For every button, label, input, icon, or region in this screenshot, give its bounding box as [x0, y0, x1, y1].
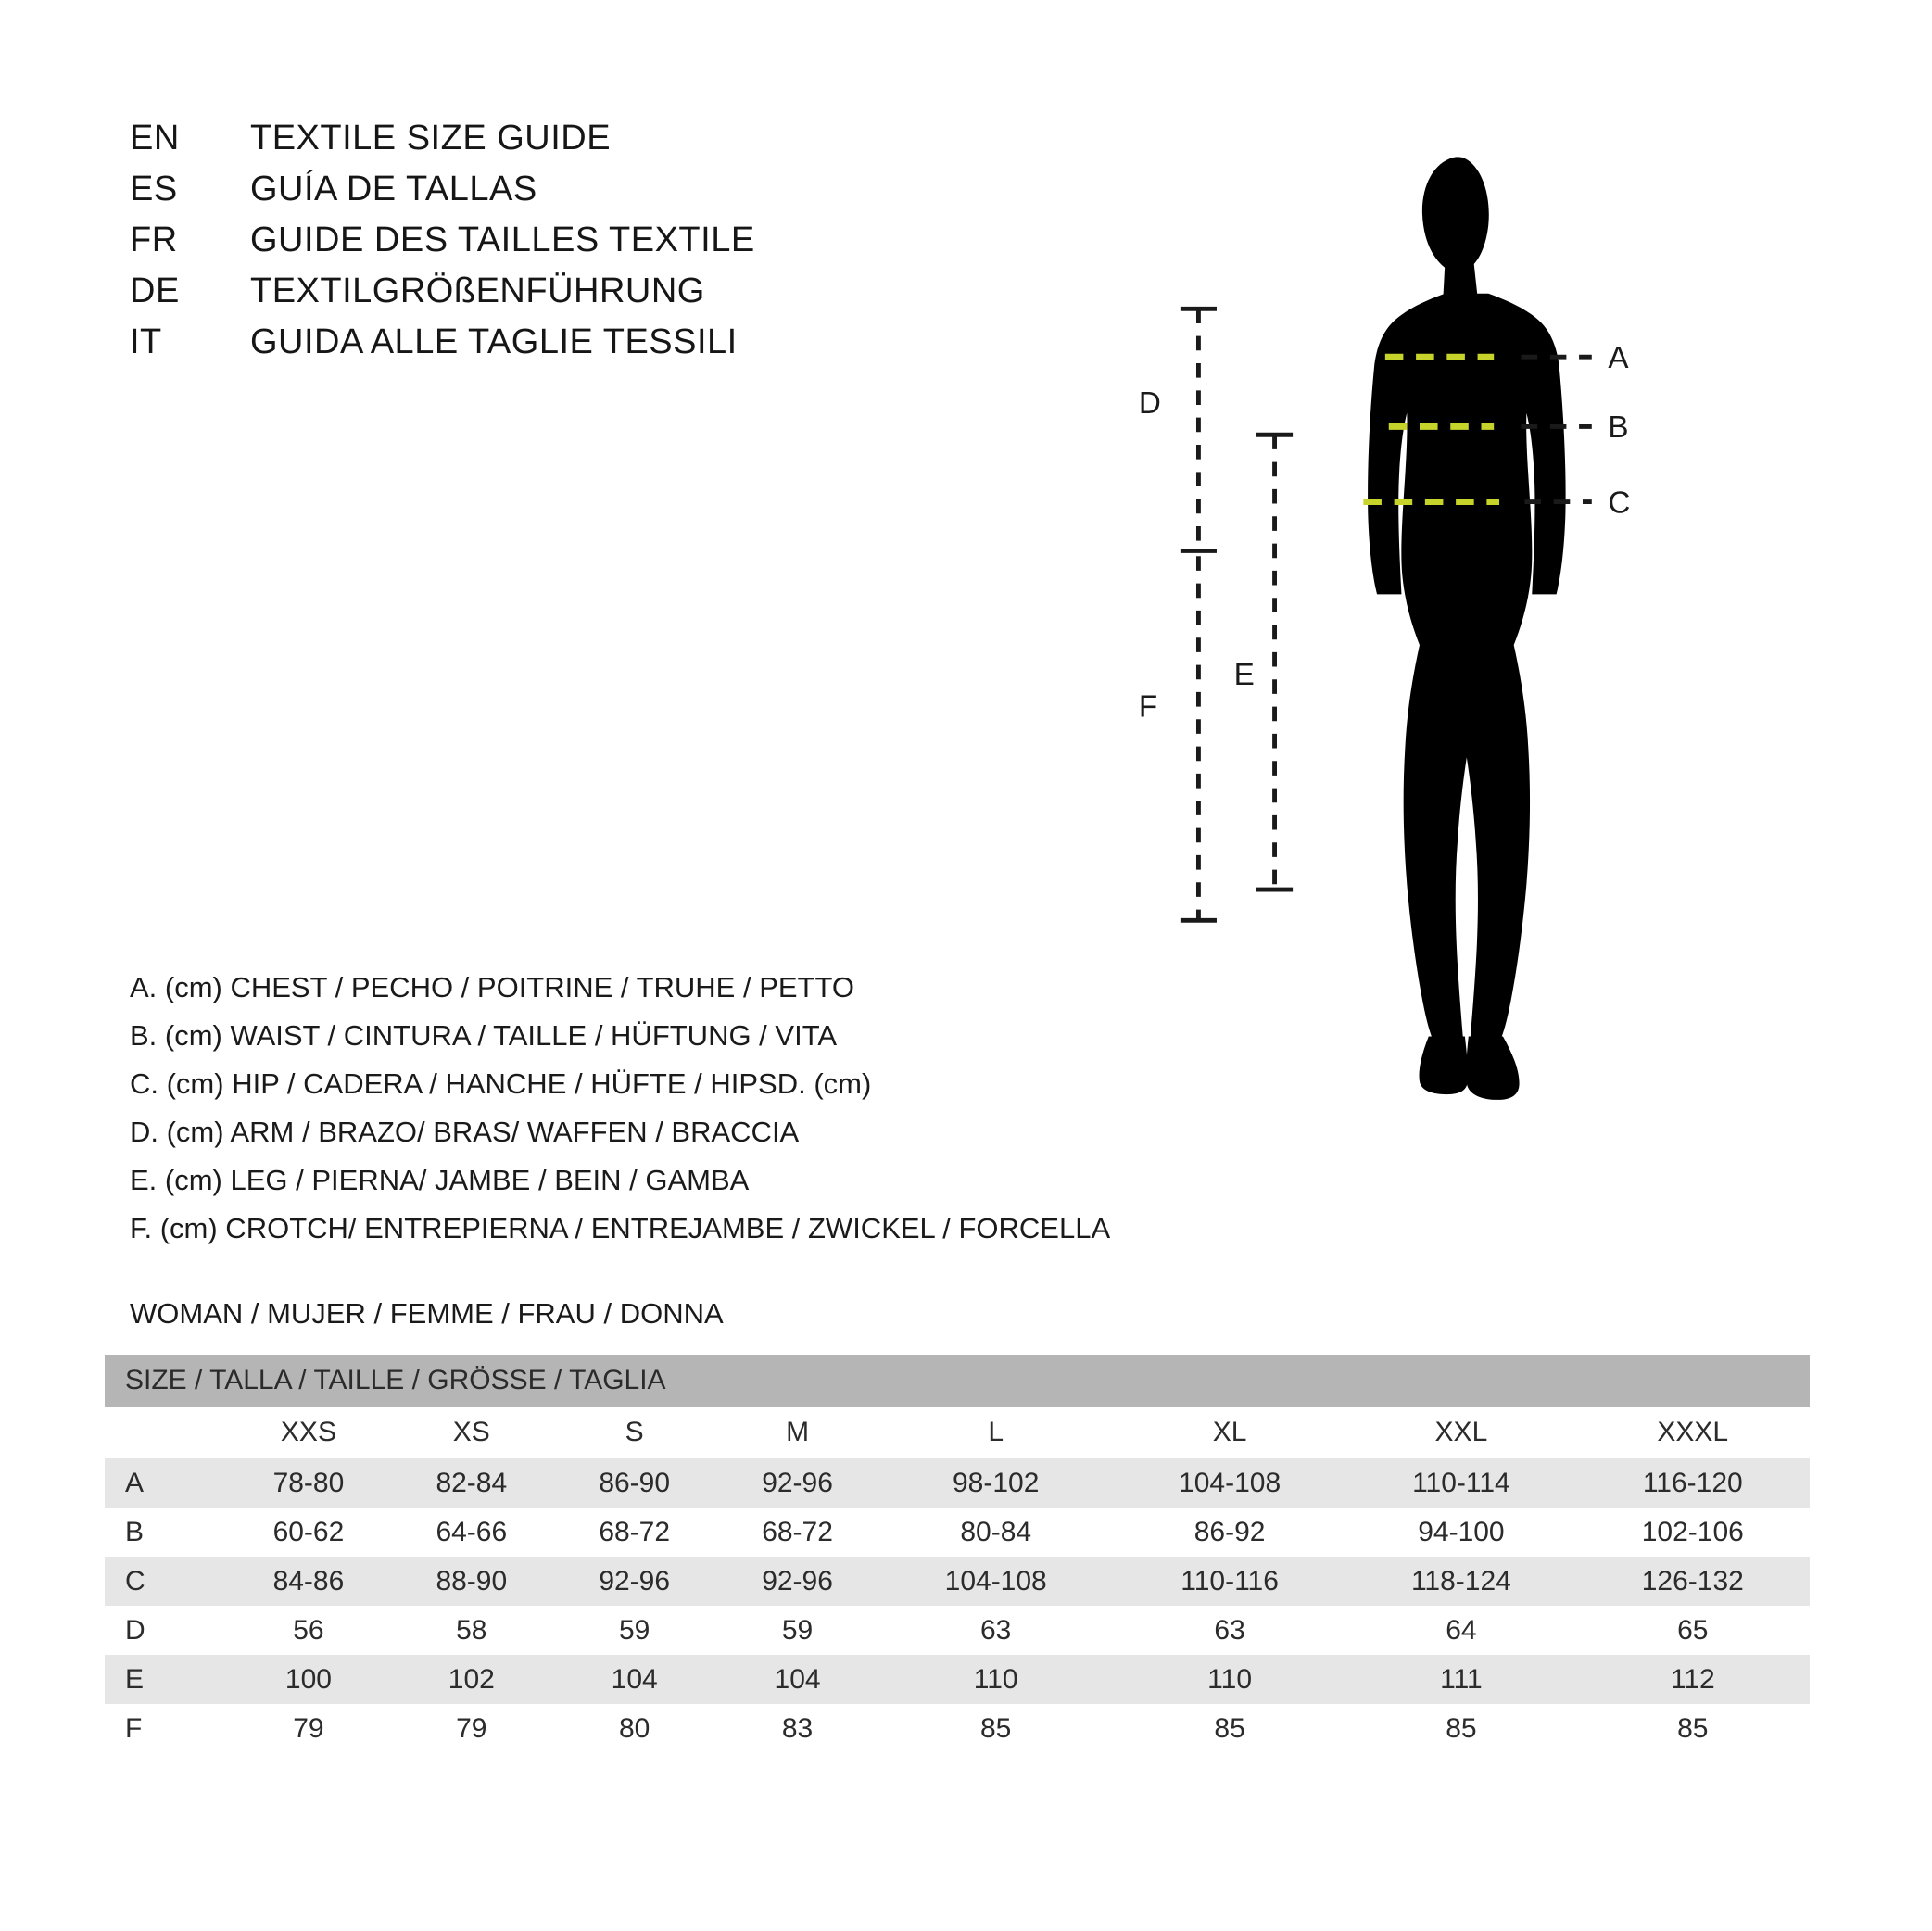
legend-row-b: B. (cm) WAIST / CINTURA / TAILLE / HÜFTUNG / VITA: [130, 1019, 838, 1052]
table-cell: 100: [227, 1655, 390, 1704]
table-cell: 58: [390, 1606, 553, 1655]
table-cell: 98-102: [879, 1458, 1113, 1508]
title-text-it: GUIDA ALLE TAGLIE TESSILI: [250, 322, 738, 361]
table-header-xs: XS: [390, 1407, 553, 1458]
table-cell: 126-132: [1576, 1557, 1810, 1606]
table-cell: 64-66: [390, 1508, 553, 1557]
table-band-title: SIZE / TALLA / TAILLE / GRÖSSE / TAGLIA: [105, 1355, 1810, 1407]
table-cell: 118-124: [1346, 1557, 1575, 1606]
table-cell: 104: [553, 1655, 716, 1704]
title-text-fr: GUIDE DES TAILLES TEXTILE: [250, 221, 755, 259]
table-band-title-row: [105, 1355, 1810, 1407]
legend-row-d: D. (cm) ARM / BRAZO/ BRAS/ WAFFEN / BRACCIA: [130, 1116, 800, 1148]
title-row: [130, 322, 964, 373]
table-row-label: B: [105, 1508, 227, 1557]
table-cell: 110-114: [1346, 1458, 1575, 1508]
legend-row-f: F. (cm) CROTCH/ ENTREPIERNA / ENTREJAMBE / ZWICKEL / FORCELLA: [130, 1212, 1111, 1244]
dimension-label-c: C: [1608, 486, 1631, 521]
table-cell: 104-108: [879, 1557, 1113, 1606]
table-row: [105, 1704, 1810, 1753]
title-text-de: TEXTILGRÖßENFÜHRUNG: [250, 271, 705, 310]
title-row: [130, 170, 964, 221]
legend-block: [130, 964, 1242, 1253]
title-lang-de: DE: [130, 271, 180, 310]
table-cell: 85: [1576, 1704, 1810, 1753]
title-lang-it: IT: [130, 322, 162, 361]
table-cell: 83: [716, 1704, 879, 1753]
title-text-en: TEXTILE SIZE GUIDE: [250, 119, 612, 158]
table-header-m: M: [716, 1407, 879, 1458]
legend-row-c: C. (cm) HIP / CADERA / HANCHE / HÜFTE / HIPSD. (cm): [130, 1067, 872, 1100]
table-cell: 85: [879, 1704, 1113, 1753]
table-cell: 82-84: [390, 1458, 553, 1508]
table-cell: 110: [1113, 1655, 1346, 1704]
table-header-l: L: [879, 1407, 1113, 1458]
table-header-corner: [105, 1407, 227, 1458]
table-cell: 68-72: [553, 1508, 716, 1557]
table-row-label: F: [105, 1704, 227, 1753]
table-row: [105, 1458, 1810, 1508]
table-cell: 63: [879, 1606, 1113, 1655]
table-cell: 102: [390, 1655, 553, 1704]
table-row: [105, 1606, 1810, 1655]
table-cell: 88-90: [390, 1557, 553, 1606]
table-cell: 102-106: [1576, 1508, 1810, 1557]
title-text-es: GUÍA DE TALLAS: [250, 170, 537, 208]
table-cell: 92-96: [716, 1557, 879, 1606]
table-header-s: S: [553, 1407, 716, 1458]
table-row-label: A: [105, 1458, 227, 1508]
title-row: [130, 119, 964, 170]
title-block: [130, 119, 964, 373]
table-cell: 94-100: [1346, 1508, 1575, 1557]
table-row: [105, 1655, 1810, 1704]
table-header-row: [105, 1407, 1810, 1458]
table-cell: 84-86: [227, 1557, 390, 1606]
dimension-label-f: F: [1138, 689, 1158, 725]
table-cell: 63: [1113, 1606, 1346, 1655]
table-cell: 64: [1346, 1606, 1575, 1655]
title-lang-fr: FR: [130, 221, 178, 259]
title-lang-es: ES: [130, 170, 178, 208]
table-row-label: C: [105, 1557, 227, 1606]
table-row: [105, 1557, 1810, 1606]
table-cell: 110-116: [1113, 1557, 1346, 1606]
table-cell: 79: [227, 1704, 390, 1753]
table-cell: 78-80: [227, 1458, 390, 1508]
gender-label: WOMAN / MUJER / FEMME / FRAU / DONNA: [130, 1297, 724, 1330]
table-cell: 68-72: [716, 1508, 879, 1557]
table-cell: 110: [879, 1655, 1113, 1704]
title-row: [130, 271, 964, 322]
legend-row-a: A. (cm) CHEST / PECHO / POITRINE / TRUHE / PETTO: [130, 971, 854, 1003]
table-cell: 86-90: [553, 1458, 716, 1508]
table-cell: 85: [1113, 1704, 1346, 1753]
table-header-xxs: XXS: [227, 1407, 390, 1458]
table-cell: 80: [553, 1704, 716, 1753]
table-cell: 59: [716, 1606, 879, 1655]
dimension-label-d: D: [1138, 385, 1161, 421]
table-cell: 86-92: [1113, 1508, 1346, 1557]
table-cell: 79: [390, 1704, 553, 1753]
dimension-label-e: E: [1233, 658, 1255, 693]
table-row: [105, 1508, 1810, 1557]
table-cell: 56: [227, 1606, 390, 1655]
table-row-label: E: [105, 1655, 227, 1704]
dimension-label-b: B: [1608, 410, 1629, 446]
table-cell: 85: [1346, 1704, 1575, 1753]
table-cell: 65: [1576, 1606, 1810, 1655]
table-header-xxxl: XXXL: [1576, 1407, 1810, 1458]
table-cell: 116-120: [1576, 1458, 1810, 1508]
dimension-label-a: A: [1608, 340, 1629, 375]
legend-row-e: E. (cm) LEG / PIERNA/ JAMBE / BEIN / GAMBA: [130, 1164, 750, 1196]
title-row: [130, 221, 964, 271]
table-cell: 112: [1576, 1655, 1810, 1704]
table-row-label: D: [105, 1606, 227, 1655]
table-cell: 111: [1346, 1655, 1575, 1704]
table-header-xl: XL: [1113, 1407, 1346, 1458]
size-table: [105, 1355, 1810, 1753]
table-cell: 92-96: [716, 1458, 879, 1508]
table-cell: 104-108: [1113, 1458, 1346, 1508]
table-cell: 92-96: [553, 1557, 716, 1606]
table-cell: 80-84: [879, 1508, 1113, 1557]
table-cell: 60-62: [227, 1508, 390, 1557]
table-cell: 104: [716, 1655, 879, 1704]
table-header-xxl: XXL: [1346, 1407, 1575, 1458]
female-silhouette-icon: [1368, 157, 1566, 1100]
title-lang-en: EN: [130, 119, 180, 158]
table-cell: 59: [553, 1606, 716, 1655]
